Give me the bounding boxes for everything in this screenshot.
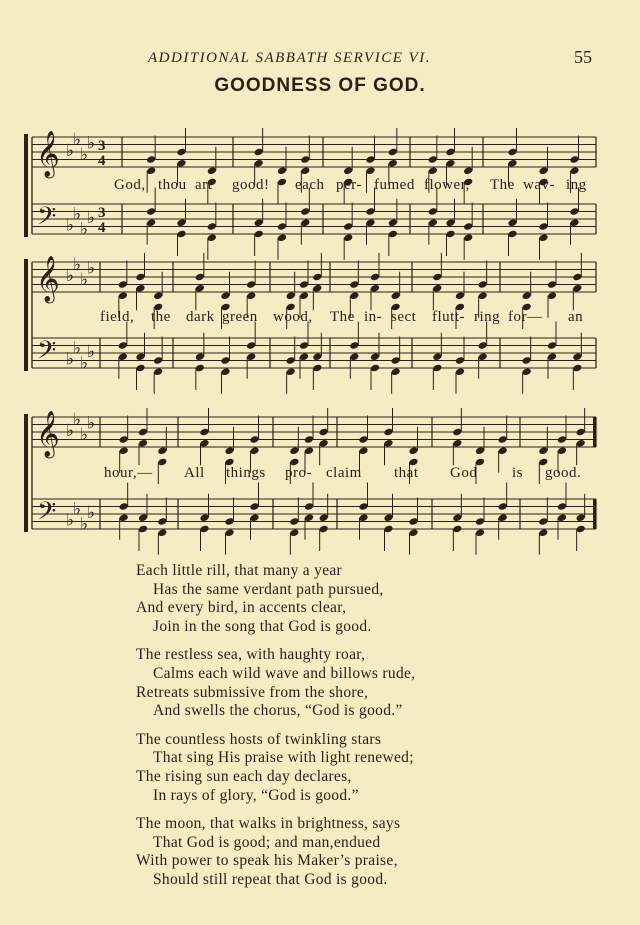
lyric-syllable: God <box>450 465 478 481</box>
lyric-syllable: flutt- <box>432 309 465 325</box>
page-number: 55 <box>574 47 592 67</box>
flat-sign: ♭ <box>80 269 89 290</box>
running-head: ADDITIONAL SABBATH SERVICE VI. <box>148 50 432 66</box>
verse-line: Calms each wild wave and billows rude, <box>153 664 416 682</box>
flat-sign: ♭ <box>66 266 75 286</box>
time-signature-top: 3 <box>98 205 106 221</box>
flat-sign: ♭ <box>73 338 82 359</box>
lyric-syllable: The <box>330 309 355 325</box>
lyric-syllable: in- <box>364 309 383 325</box>
lyric-syllable: All <box>184 465 205 481</box>
flat-sign: ♭ <box>66 510 75 531</box>
stanza-3 <box>136 646 415 720</box>
flat-sign: ♭ <box>73 409 82 430</box>
flat-sign: ♭ <box>73 129 82 150</box>
lyric-syllable: that <box>394 465 419 481</box>
treble-clef: 𝄞 <box>36 256 60 302</box>
verse-line: The rising sun each day declares, <box>136 767 352 785</box>
lyric-syllable: good. <box>545 465 582 481</box>
lyric-syllable: sect <box>391 309 417 325</box>
time-signature-bottom: 4 <box>98 220 106 236</box>
final-barline <box>593 499 596 529</box>
lyric-syllable: hour,— <box>104 465 153 481</box>
flat-sign: ♭ <box>66 349 75 370</box>
lyric-syllable: wood, <box>273 309 313 325</box>
flat-sign: ♭ <box>87 258 96 279</box>
lyric-syllable: per- <box>336 177 362 193</box>
lyric-syllable: thou <box>158 177 187 193</box>
system-bracket <box>24 134 28 237</box>
lyric-syllable: pro- <box>285 465 312 481</box>
flat-sign: ♭ <box>87 342 96 362</box>
time-signature-top: 3 <box>98 138 106 154</box>
lyric-syllable: ring <box>474 309 501 325</box>
lyric-syllable: claim <box>326 465 362 481</box>
verse-line: In rays of glory, “God is good.” <box>153 786 359 804</box>
stanza-4 <box>136 731 415 805</box>
verse-line: Should still repeat that God is good. <box>153 870 388 888</box>
verse-line: The moon, that walks in brightness, says <box>136 815 401 833</box>
flat-sign: ♭ <box>66 421 75 441</box>
lyric-syllable: The <box>490 177 515 193</box>
bass-clef: 𝄢 <box>37 202 57 237</box>
lyric-syllable: flower, <box>424 177 470 193</box>
lyric-syllable: field, <box>100 309 135 325</box>
lyric-syllable: for— <box>508 309 543 325</box>
flat-sign: ♭ <box>87 503 96 523</box>
time-signature-bottom: 4 <box>98 153 106 169</box>
lyric-syllable: each <box>295 177 325 193</box>
system-bracket <box>24 259 28 371</box>
verse-line: Join in the song that God is good. <box>153 617 372 635</box>
lyric-syllable: things <box>226 465 266 481</box>
flat-sign: ♭ <box>80 353 89 374</box>
lyric-syllable: green <box>222 309 258 325</box>
treble-clef: 𝄞 <box>36 411 60 457</box>
verse-line: Each little rill, that many a year <box>136 562 343 579</box>
verse-line: And swells the chorus, “God is good.” <box>153 702 403 720</box>
verses <box>136 562 415 900</box>
lyric-syllable: fumed <box>374 177 415 193</box>
flat-sign: ♭ <box>66 215 75 236</box>
lyric-syllable: ing <box>566 177 587 193</box>
verse-line: That sing His praise with light renewed; <box>153 749 414 767</box>
treble-clef: 𝄞 <box>36 131 60 177</box>
lyric-syllable: wav- <box>523 177 555 193</box>
flat-sign: ♭ <box>66 141 75 161</box>
final-barline <box>593 417 596 447</box>
lyric-syllable: dark <box>186 309 215 325</box>
stanza-5 <box>136 815 415 889</box>
verse-line: Retreats submissive from the shore, <box>136 683 369 701</box>
flat-sign: ♭ <box>87 413 96 434</box>
hymn-title: GOODNESS OF GOD. <box>214 75 426 96</box>
flat-sign: ♭ <box>73 499 82 520</box>
system-bracket <box>24 414 28 532</box>
lyric-syllable: art <box>195 177 213 193</box>
flat-sign: ♭ <box>87 208 96 228</box>
flat-sign: ♭ <box>87 133 96 154</box>
stanza-2 <box>136 562 415 636</box>
verse-line: The restless sea, with haughty roar, <box>136 646 366 664</box>
verse-line: And every bird, in accents clear, <box>136 599 347 617</box>
flat-sign: ♭ <box>80 144 89 165</box>
verse-line: With power to speak his Maker’s praise, <box>136 852 398 870</box>
flat-sign: ♭ <box>73 254 82 275</box>
verse-line: Has the same verdant path pursued, <box>153 580 384 598</box>
lyric-syllable: good! <box>232 177 270 193</box>
lyric-syllable: the <box>151 309 171 325</box>
bass-clef: 𝄢 <box>37 336 57 371</box>
flat-sign: ♭ <box>73 204 82 225</box>
flat-sign: ♭ <box>80 514 89 535</box>
verse-line: The countless hosts of twinkling stars <box>136 730 382 748</box>
lyric-syllable: God, <box>114 177 146 193</box>
verse-line: That God is good; and man,endued <box>153 833 381 851</box>
flat-sign: ♭ <box>80 219 89 240</box>
lyric-syllable: is <box>512 465 524 481</box>
flat-sign: ♭ <box>80 424 89 445</box>
bass-clef: 𝄢 <box>37 497 57 532</box>
lyric-syllable: an <box>568 309 584 325</box>
